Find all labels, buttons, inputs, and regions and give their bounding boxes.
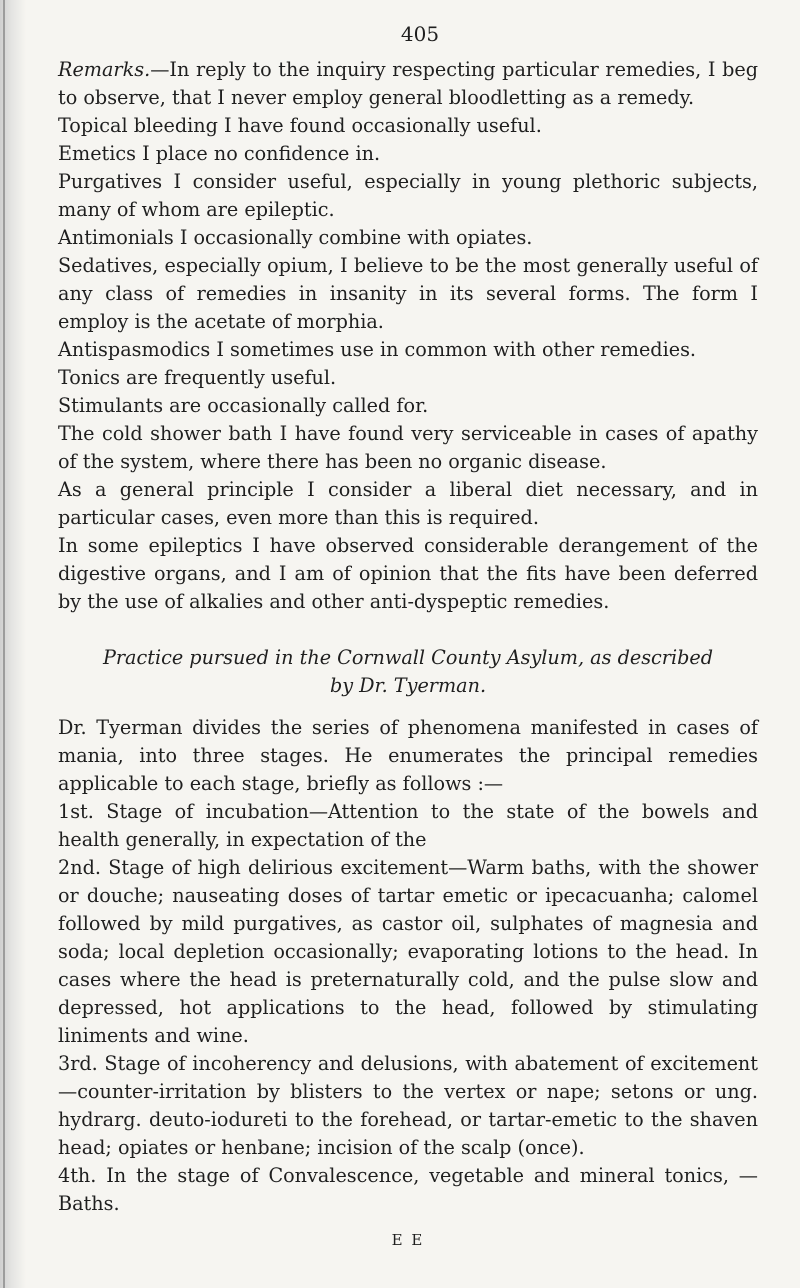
remarks-paragraph: The cold shower bath I have found very serviceable in cases of apathy of the system, where there has been no organic disease. (58, 422, 758, 473)
remarks-paragraph-intro (58, 56, 758, 112)
practice-paragraph: Dr. Tyerman divides the series of phenomena manifested in cases of mania, into three stages. He enumerates the principal remedies applicable to each stage, briefly as follows :— (58, 716, 758, 795)
section-heading (58, 644, 758, 700)
remarks-paragraph: Topical bleeding I have found occasionally useful. (58, 114, 542, 137)
signature-mark: E E (391, 1231, 425, 1249)
remarks-intro-text: —In reply to the inquiry respecting particular remedies, I beg to observe, that I never employ general bloodletting as a remedy. (58, 58, 758, 109)
remarks-label: Remarks. (58, 58, 151, 81)
practice-paragraph: 1st. Stage of incubation—Attention to the state of the bowels and health generally, in expectation of the (58, 800, 758, 851)
section-heading-line: by Dr. Tyerman. (329, 674, 487, 697)
remarks-paragraph: Emetics I place no confidence in. (58, 142, 381, 165)
remarks-paragraph: Sedatives, especially opium, I believe to be the most generally useful of any class of remedies in insanity in its several forms. The form I employ is the acetate of morphia. (58, 254, 758, 333)
remarks-paragraph: Tonics are frequently useful. (58, 366, 337, 389)
practice-paragraph: 3rd. Stage of incoherency and delusions, with abatement of excitement—counter-irritation by blisters to the vertex or nape; setons or ung. hydrarg. deuto-iodureti to the forehead, or tartar-emetic to the shaven head; opiates or henbane; incision of the scalp (once). (58, 1052, 758, 1159)
practice-paragraph: 2nd. Stage of high delirious excitement—Warm baths, with the shower or douche; nauseating doses of tartar emetic or ipecacuanha; calomel followed by mild purgatives, as castor oil, sulphates of magnesia and soda; local depletion occasionally; evaporating lotions to the head. In cases where the head is preternaturally cold, and the pulse slow and depressed, hot applications to the head, followed by stimulating liniments and wine. (58, 856, 758, 1047)
remarks-paragraph: Antispasmodics I sometimes use in common with other remedies. (58, 338, 697, 361)
section-heading-line: Practice pursued in the Cornwall County Asylum, as described (102, 646, 714, 669)
remarks-paragraph: Purgatives I consider useful, especially in young plethoric subjects, many of whom are epileptic. (58, 170, 758, 221)
remarks-paragraph: In some epileptics I have observed considerable derangement of the digestive organs, and I am of opinion that the fits have been deferred by the use of alkalies and other anti-dyspeptic remedies. (58, 534, 758, 613)
page-number: 405 (400, 22, 440, 46)
remarks-paragraph: As a general principle I consider a liberal diet necessary, and in particular cases, even more than this is required. (58, 478, 758, 529)
practice-paragraph: 4th. In the stage of Convalescence, vegetable and mineral tonics, —Baths. (58, 1164, 758, 1215)
remarks-paragraph: Antimonials I occasionally combine with opiates. (58, 226, 533, 249)
remarks-paragraph: Stimulants are occasionally called for. (58, 394, 429, 417)
text-block (58, 20, 758, 1254)
spine-edge (3, 0, 5, 1288)
